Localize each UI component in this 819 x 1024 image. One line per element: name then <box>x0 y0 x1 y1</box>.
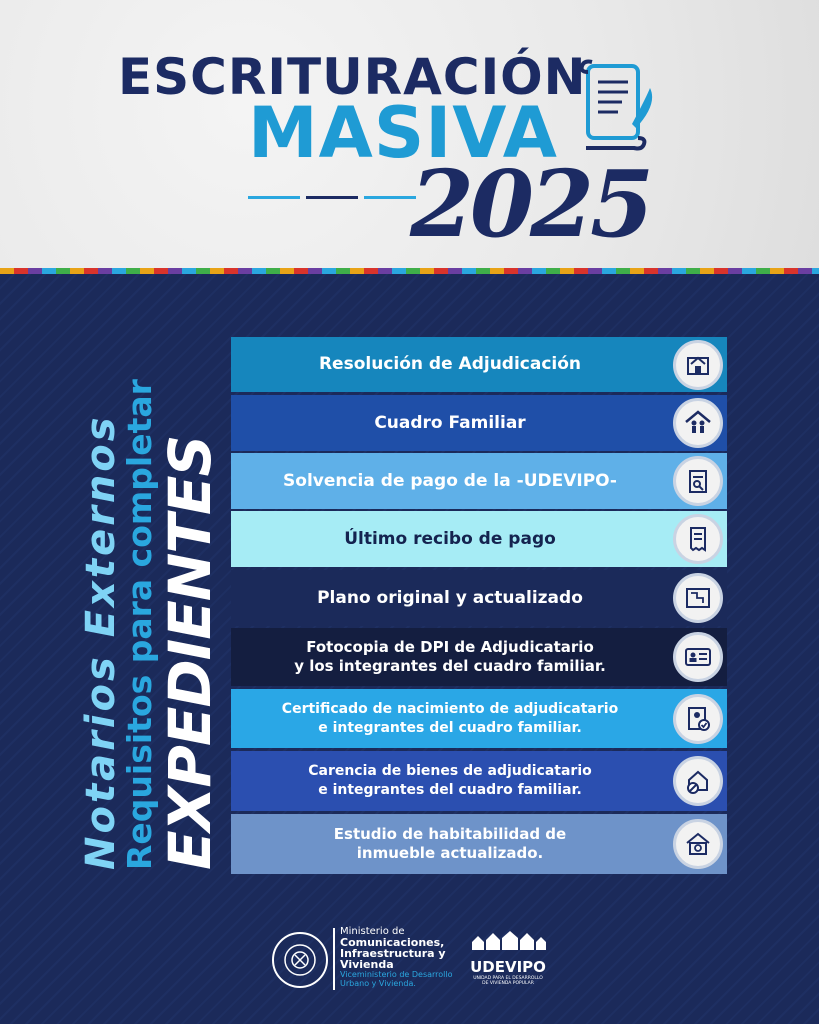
header-area <box>0 0 819 268</box>
requirement-text: Cuadro Familiar <box>374 412 526 433</box>
requirement-row <box>231 453 727 509</box>
decorative-lines <box>248 184 422 203</box>
ministry-line3: Infraestructura y <box>340 947 446 960</box>
requirement-row <box>231 689 727 748</box>
requirement-text: Último recibo de pago <box>344 528 556 549</box>
id-card-icon <box>673 632 723 682</box>
requirement-text: Carencia de bienes de adjudicatario e integrantes del cuadro familiar. <box>308 763 592 798</box>
coat-of-arms-icon <box>283 943 317 977</box>
guatemala-seal <box>272 932 328 988</box>
side-line3: EXPEDIENTES <box>156 435 224 870</box>
requirement-row <box>231 395 727 451</box>
requirement-text: Certificado de nacimiento de adjudicatario e integrantes del cuadro familiar. <box>281 700 619 736</box>
footer-divider <box>333 928 335 990</box>
no-house-icon <box>673 756 723 806</box>
udevipo-sub1: UNIDAD PARA EL DESARROLLO <box>473 976 543 981</box>
house-document-icon <box>673 340 723 390</box>
year-label: 2025 <box>410 150 651 258</box>
title-line2: MASIVA <box>248 92 558 174</box>
scroll-quill-icon <box>578 58 660 152</box>
requirement-row <box>231 511 727 567</box>
footer <box>0 920 819 1024</box>
house-inspection-icon <box>673 819 723 869</box>
requirement-text: Fotocopia de DPI de Adjudicatario y los integrantes del cuadro familiar. <box>294 638 606 675</box>
ministry-line1: Ministerio de <box>340 926 405 937</box>
requirement-row <box>231 570 727 626</box>
udevipo-sub2: DE VIVIENDA POPULAR <box>482 981 534 986</box>
family-house-icon <box>673 398 723 448</box>
ministry-line4: Vivienda <box>340 958 394 971</box>
clipboard-search-icon <box>673 456 723 506</box>
requirement-row <box>231 814 727 874</box>
udevipo-name: UDEVIPO <box>470 958 546 976</box>
blueprint-icon <box>673 573 723 623</box>
vice-line2: Urbano y Vivienda. <box>340 979 416 988</box>
requirement-text: Solvencia de pago de la -UDEVIPO- <box>283 470 617 491</box>
udevipo-logo <box>468 930 548 986</box>
ministry-block <box>340 926 453 988</box>
ministry-line2: Comunicaciones, <box>340 936 445 949</box>
side-line1: Notarios Externos <box>78 414 124 870</box>
requirement-text: Estudio de habitabilidad de inmueble actualizado. <box>333 825 567 862</box>
requirement-row <box>231 751 727 811</box>
side-line2: Requisitos para completar <box>120 379 159 870</box>
requirement-text: Plano original y actualizado <box>317 587 583 608</box>
requirement-row <box>231 628 727 686</box>
title-line1: ESCRITURACIÓN <box>118 48 587 106</box>
vice-line1: Viceministerio de Desarrollo <box>340 970 453 979</box>
houses-icon <box>468 930 548 952</box>
requirement-row <box>231 337 727 392</box>
certificate-icon <box>673 694 723 744</box>
receipt-icon <box>673 514 723 564</box>
side-title <box>78 310 228 870</box>
requirement-text: Resolución de Adjudicación <box>318 354 582 374</box>
